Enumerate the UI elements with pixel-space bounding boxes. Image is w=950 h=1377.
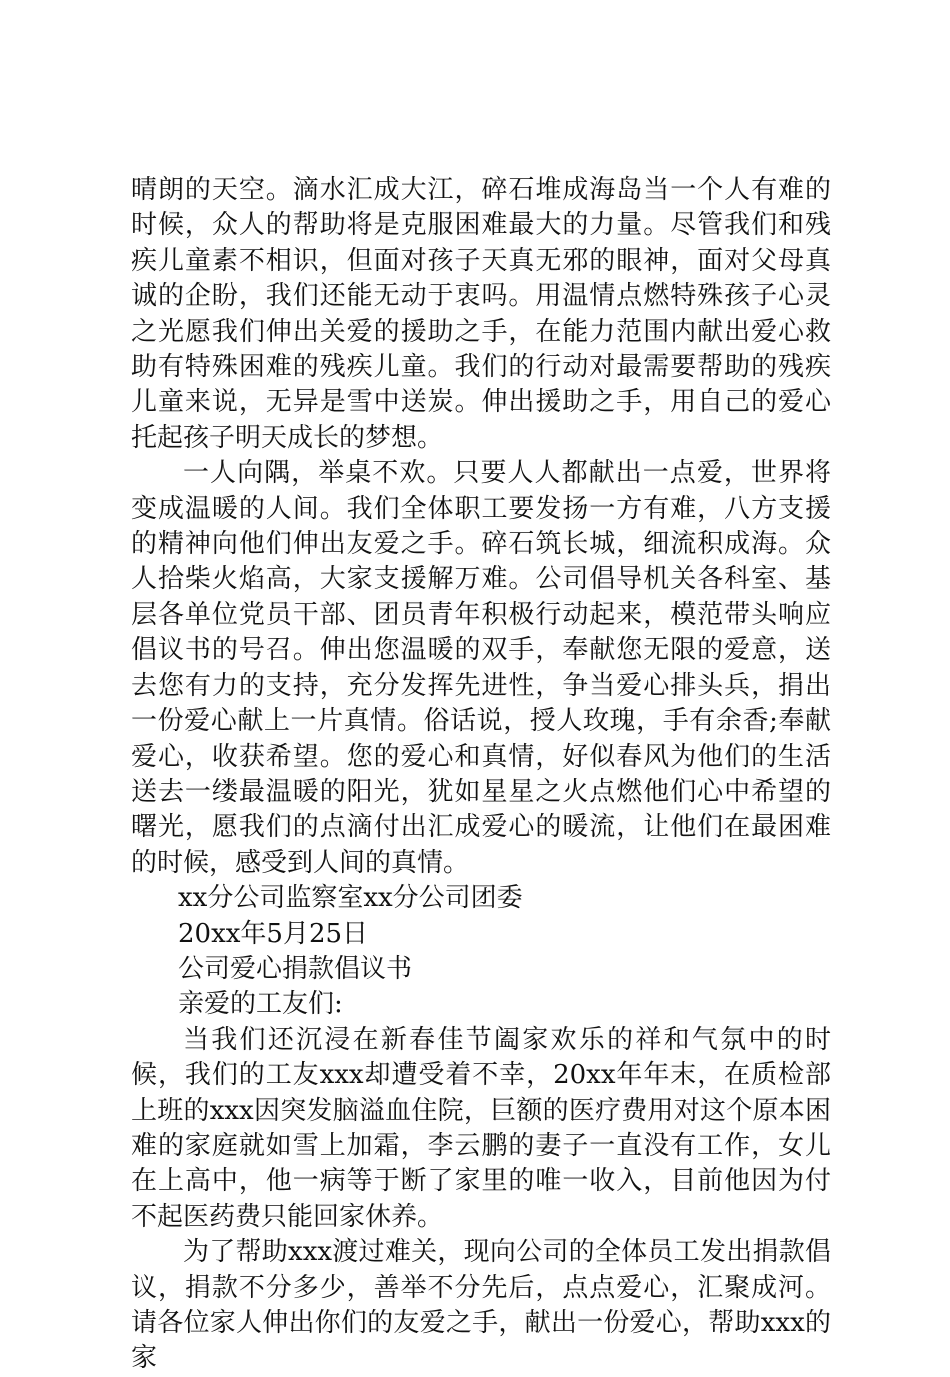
paragraph-appeal: 一人向隅，举桌不欢。只要人人都献出一点爱，世界将变成温暖的人间。我们全体职工要发扬一方有难，八方支援的精神向他们伸出友爱之手。碎石筑长城，细流积成海。众人拾柴火焰高，大家支援解万难。公司倡导机关各科室、基层各单位党员干部、团员青年积极行动起来，模范带头响应倡议书的号召。伸出您温暖的双手，奉献您无限的爱意，送去您有力的支持，充分发挥先进性，争当爱心排头兵，捐出一份爱心献上一片真情。俗话说，授人玫瑰，手有余香;奉献爱心，收获希望。您的爱心和真情，好似春风为他们的生活送去一缕最温暖的阳光，犹如星星之火点燃他们心中希望的曙光，愿我们的点滴付出汇成爱心的暖流，让他们在最困难的时候，感受到人间的真情。 xyxy=(131,458,831,878)
paragraph-call-to-action: 为了帮助xxx渡过难关，现向公司的全体员工发出捐款倡议，捐款不分多少，善举不分先后，点点爱心，汇聚成河。请各位家人伸出你们的友爱之手，献出一份爱心，帮助xxx的家 xyxy=(131,1237,831,1374)
paragraph-continuation: 晴朗的天空。滴水汇成大江，碎石堆成海岛当一个人有难的时候，众人的帮助将是克服困难最大的力量。尽管我们和残疾儿童素不相识，但面对孩子天真无邪的眼神，面对父母真诚的企盼，我们还能无动于衷吗。用温情点燃特殊孩子心灵之光愿我们伸出关爱的援助之手，在能力范围内献出爱心救助有特殊困难的残疾儿童。我们的行动对最需要帮助的残疾儿童来说，无异是雪中送炭。伸出援助之手，用自己的爱心托起孩子明天成长的梦想。 xyxy=(131,175,831,453)
date-line: 20xx年5月25日 xyxy=(178,918,369,949)
document-body xyxy=(131,173,831,1377)
paragraph-situation: 当我们还沉浸在新春佳节阖家欢乐的祥和气氛中的时候，我们的工友xxx却遭受着不幸，20xx年年末，在质检部上班的xxx因突发脑溢血住院，巨额的医疗费用对这个原本困难的家庭就如雪上加霜，李云鹏的妻子一直没有工作，女儿在上高中，他一病等于断了家里的唯一收入，目前他因为付不起医药费只能回家休养。 xyxy=(131,1024,831,1232)
signature-line: xx分公司监察室xx分公司团委 xyxy=(178,883,523,914)
document-title: 公司爱心捐款倡议书 xyxy=(178,953,413,984)
salutation: 亲爱的工友们: xyxy=(178,989,343,1020)
